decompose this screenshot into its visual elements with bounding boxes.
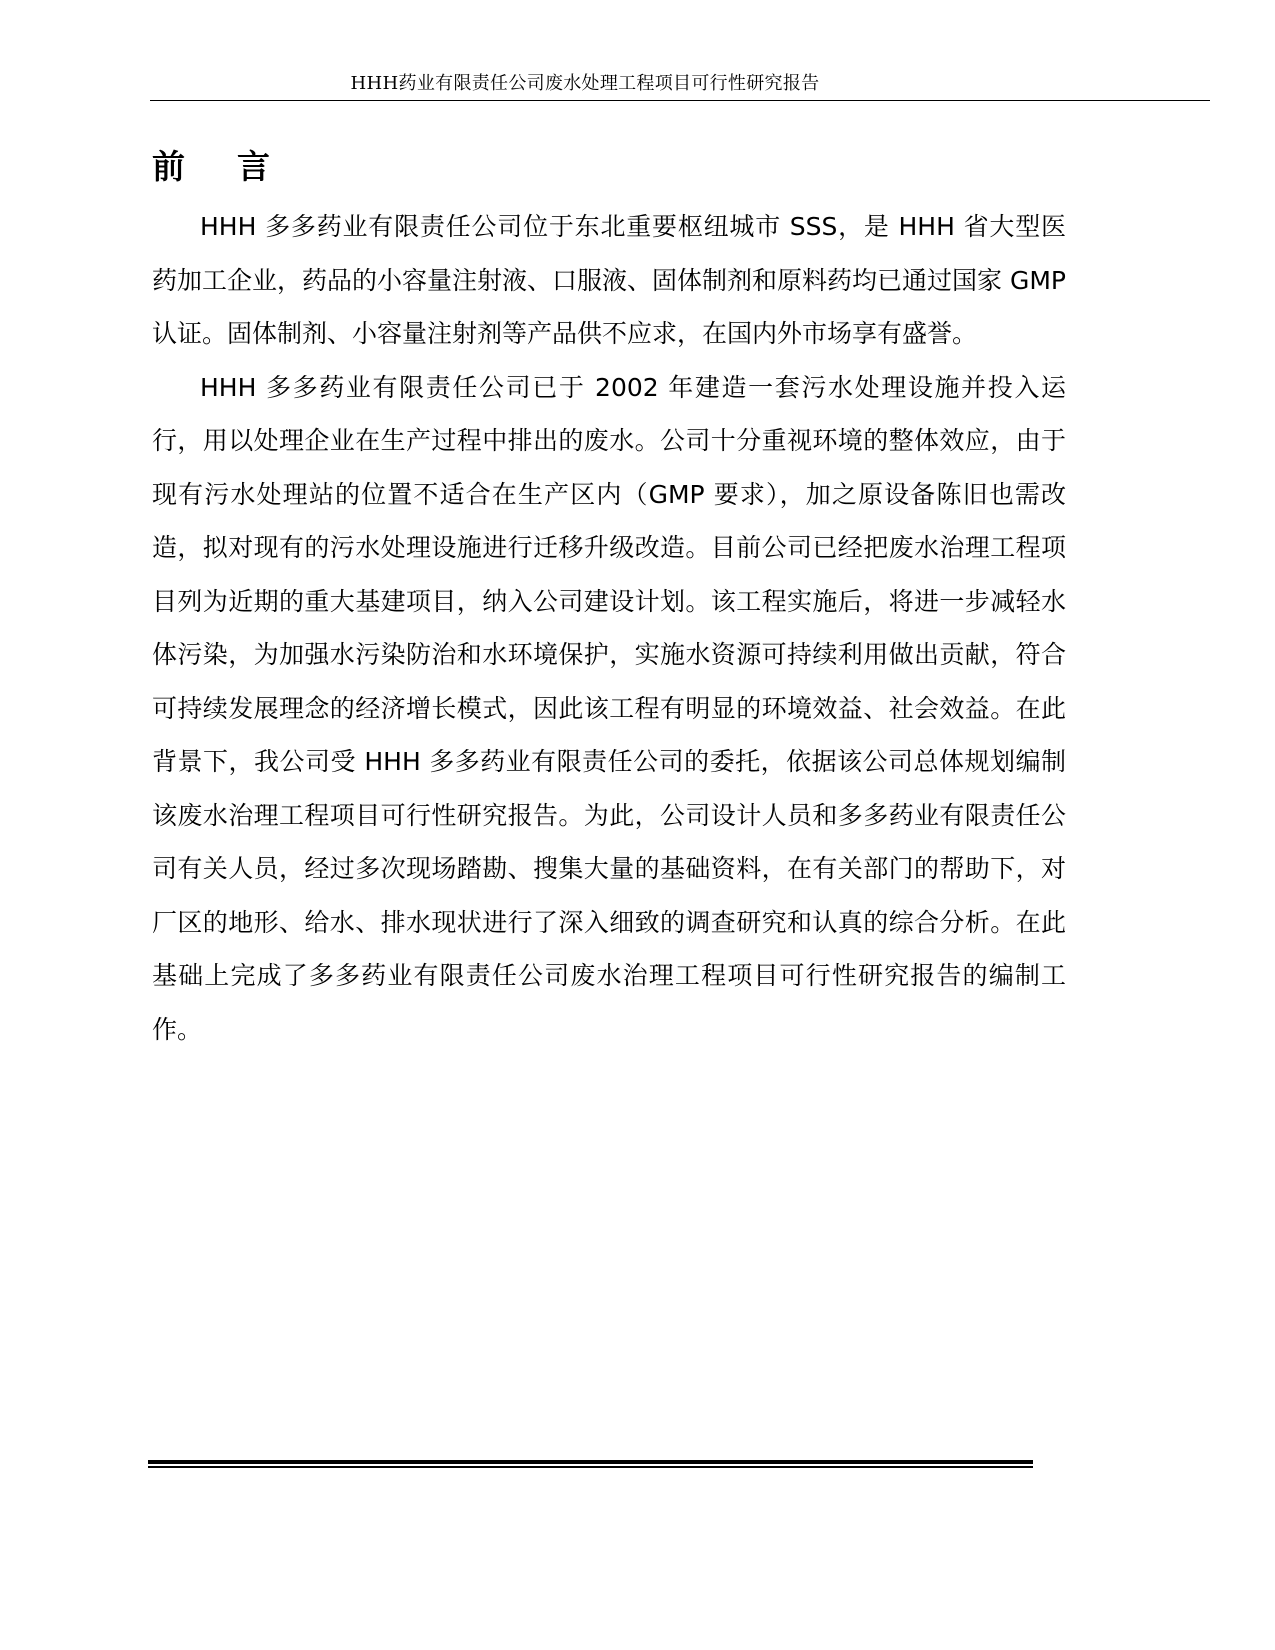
footer-rule-thin <box>148 1466 1033 1468</box>
paragraph-2: HHH 多多药业有限责任公司已于 2002 年建造一套污水处理设施并投入运行，用以处理企业在生产过程中排出的废水。公司十分重视环境的整体效应，由于现有污水处理站的位置不适合在生产区内（GMP 要求），加之原设备陈旧也需改造，拟对现有的污水处理设施进行迁移升级改造。目前公司已经把废水治理工程项目列为近期的重大基建项目，纳入公司建设计划。该工程实施后，将进一步减轻水体污染，为加强水污染防治和水环境保护，实施水资源可持续利用做出贡献，符合可持续发展理念的经济增长模式，因此该工程有明显的环境效益、社会效益。在此背景下，我公司受 HHH 多多药业有限责任公司的委托，依据该公司总体规划编制该废水治理工程项目可行性研究报告。为此，公司设计人员和多多药业有限责任公司有关人员，经过多次现场踏勘、搜集大量的基础资料，在有关部门的帮助下，对厂区的地形、给水、排水现状进行了深入细致的调查研究和认真的综合分析。在此基础上完成了多多药业有限责任公司废水治理工程项目可行性研究报告的编制工作。 <box>152 372 1066 1044</box>
header-title: HHH药业有限责任公司废水处理工程项目可行性研究报告 <box>350 73 820 94</box>
section-title-char-2: 言 <box>237 147 270 186</box>
section-title-char-1: 前 <box>152 147 185 186</box>
section-title <box>152 145 270 189</box>
paragraph-1: HHH 多多药业有限责任公司位于东北重要枢纽城市 SSS，是 HHH 省大型医药加工企业，药品的小容量注射液、口服液、固体制剂和原料药均已通过国家 GMP 认证。固体制剂、小容量注射剂等产品供不应求，在国内外市场享有盛誉。 <box>152 212 1066 348</box>
footer-rule-thick <box>148 1460 1033 1464</box>
preface-body <box>152 200 1066 1056</box>
page-header <box>150 70 1210 101</box>
footer-rule <box>148 1460 1033 1468</box>
